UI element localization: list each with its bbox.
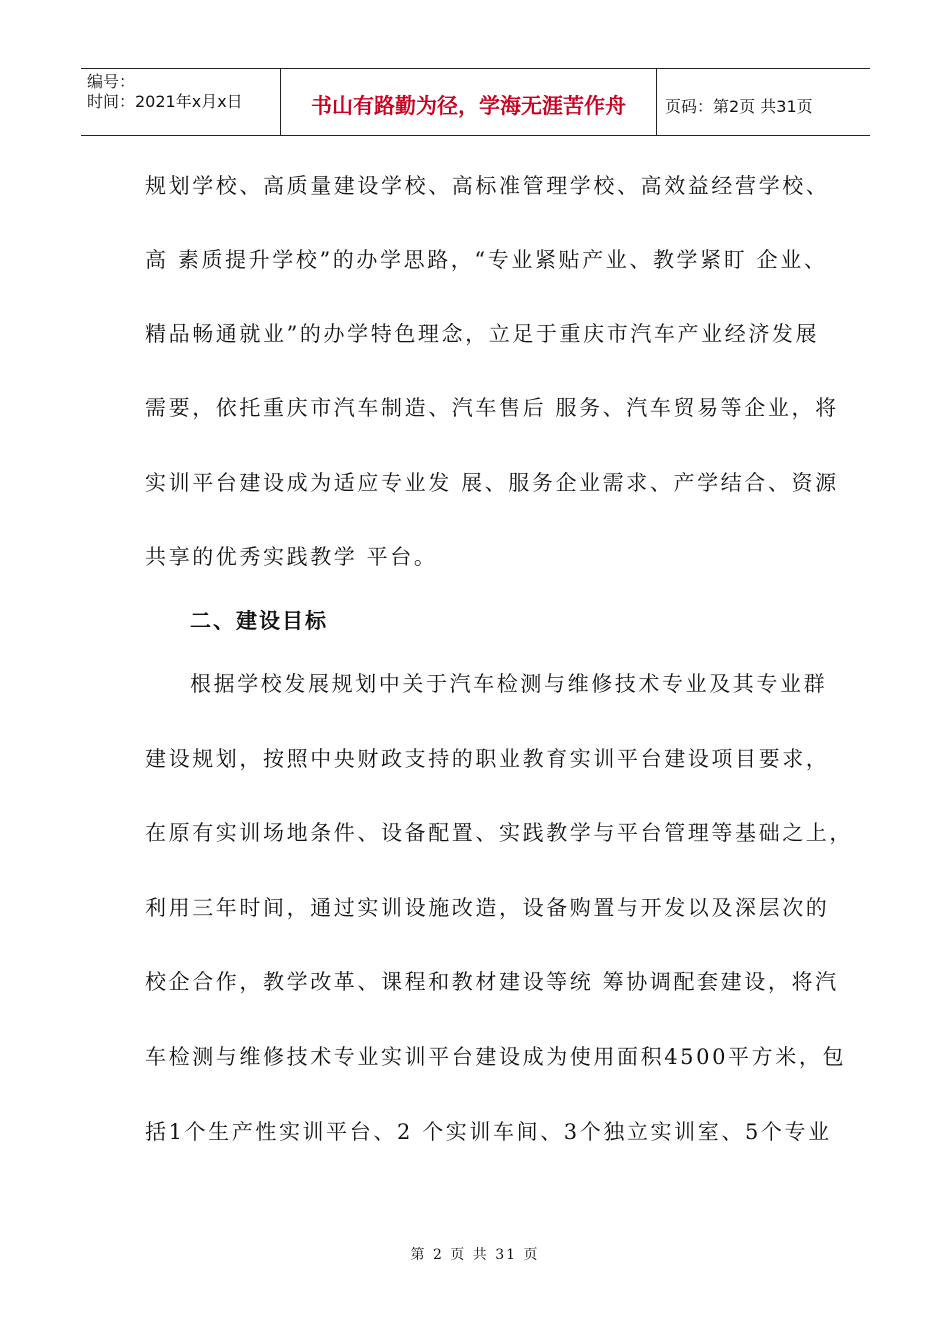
body-line: 实训平台建设成为适应专业发 展、服务企业需求、产学结合、资源 bbox=[145, 471, 839, 495]
page-footer: 第 2 页 共 31 页 bbox=[410, 1247, 540, 1263]
body-line: 高 素质提升学校”的办学思路，“专业紧贴产业、教学紧盯 企业、 bbox=[145, 248, 828, 272]
body-line: 共享的优秀实践教学 平台。 bbox=[145, 545, 438, 569]
document-date: 时间：2021年x月x日 bbox=[87, 92, 243, 111]
page-header bbox=[81, 68, 870, 136]
header-meta bbox=[81, 69, 281, 135]
body-line: 需要，依托重庆市汽车制造、汽车售后 服务、汽车贸易等企业，将 bbox=[145, 396, 839, 420]
header-motto: 书山有路勤为径，学海无涯苦作舟 bbox=[281, 69, 657, 135]
section-heading: 二、建设目标 bbox=[190, 609, 328, 633]
body-line: 根据学校发展规划中关于汽车检测与维修技术专业及其专业群 bbox=[190, 672, 828, 696]
body-line: 校企合作，教学改革、课程和教材建设等统 筹协调配套建设，将汽 bbox=[145, 970, 839, 994]
header-page-info: 页码：第2页 共31页 bbox=[665, 96, 813, 116]
document-number: 编号： bbox=[87, 72, 136, 91]
body-line: 车检测与维修技术专业实训平台建设成为使用面积4500平方米，包 bbox=[145, 1045, 847, 1069]
body-line: 括1个生产性实训平台、2 个实训车间、3个独立实训室、5个专业 bbox=[145, 1120, 832, 1144]
body-line: 规划学校、高质量建设学校、高标准管理学校、高效益经营学校、 bbox=[145, 174, 830, 198]
body-line: 精品畅通就业”的办学特色理念，立足于重庆市汽车产业经济发展 bbox=[145, 322, 820, 346]
body-line: 在原有实训场地条件、设备配置、实践教学与平台管理等基础之上， bbox=[145, 821, 853, 845]
body-line: 建设规划，按照中央财政支持的职业教育实训平台建设项目要求， bbox=[145, 747, 830, 771]
body-line: 利用三年时间，通过实训设施改造，设备购置与开发以及深层次的 bbox=[145, 896, 830, 920]
